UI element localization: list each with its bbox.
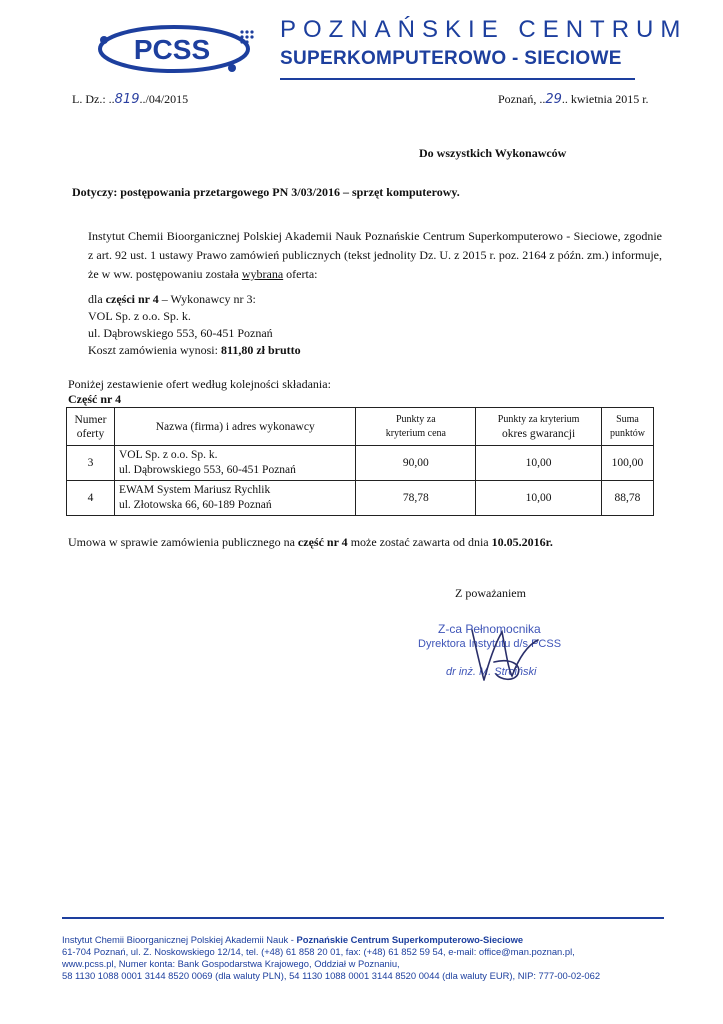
- sum-points: 100,00: [601, 446, 653, 481]
- price-points: 90,00: [356, 446, 476, 481]
- table-row: [67, 481, 654, 516]
- footer: Instytut Chemii Bioorganicznej Polskiej Akademii Nauk - Poznańskie Centrum Superkomputerowo-Sieciowe 61-704 Poznań, ul. Z. Noskowskiego 12/14, tel. (+48) 61 858 20 01, fax: (+48) 61 852 59 54, e-mail: office@man.poznan.pl, www.pcss.pl, Numer konta: Bank Gospodarstwa Krajowego, Oddział w Poznaniu, 58 1130 1088 0001 3144 8520 0069 (dla waluty PLN), 54 1130 1088 0001 3144 8520 0044 (dla waluty EUR), NIP: 777-00-02-062: [62, 934, 601, 981]
- table-header-row: [67, 408, 654, 446]
- part-label: Część nr 4: [68, 392, 122, 406]
- header-warranty-points: Punkty za kryterium okres gwarancji: [476, 408, 602, 446]
- header-price-points: Punkty za kryterium cena: [356, 408, 476, 446]
- table-intro: Poniżej zestawienie ofert według kolejności składania:: [68, 377, 331, 391]
- header-sum: Suma punktów: [601, 408, 653, 446]
- offer-number: 4: [67, 481, 115, 516]
- reference-handwritten: 819: [114, 92, 140, 107]
- intro-paragraph: Instytut Chemii Bioorganicznej Polskiej Akademii Nauk Poznańskie Centrum Superkomputerowo - Sieciowe, zgodnie z art. 92 ust. 1 ustawy Prawo zamówień publicznych (tekst jednolity Dz. U. z 2015 r. poz. 2164 z późn. zm.) informuje, że w ww. postępowaniu została wybrana oferta:: [88, 229, 662, 281]
- addressee: Do wszystkich Wykonawców: [419, 146, 567, 160]
- reference-number: L. Dz.: ..819../04/2015: [72, 92, 189, 107]
- contractor-name: EWAM System Mariusz Rychlik ul. Złotowska 66, 60-189 Poznań: [114, 481, 356, 516]
- org-name-line1: POZNAŃSKIE CENTRUM: [280, 16, 688, 43]
- handwritten-signature: [410, 618, 590, 688]
- closing-regards: Z poważaniem: [455, 586, 526, 600]
- stamp-position: Dyrektora Instytutu d/s PCSS: [418, 638, 562, 650]
- price-points: 78,78: [356, 481, 476, 516]
- stamp-signer: dr inż. M. Stroiński: [446, 666, 537, 678]
- contractor-name: VOL Sp. z o.o. Sp. k. ul. Dąbrowskiego 553, 60-451 Poznań: [114, 446, 356, 481]
- table-row: [67, 446, 654, 481]
- warranty-points: 10,00: [476, 481, 602, 516]
- warranty-points: 10,00: [476, 446, 602, 481]
- header-contractor: Nazwa (firma) i adres wykonawcy: [114, 408, 356, 446]
- pcss-logo: [92, 18, 262, 82]
- contract-statement: Umowa w sprawie zamówienia publicznego na część nr 4 może zostać zawarta od dnia 10.05.2016r.: [68, 535, 553, 549]
- stamp-title: Z-ca Pełnomocnika: [438, 622, 541, 636]
- footer-rule: [62, 917, 664, 919]
- offer-number: 3: [67, 446, 115, 481]
- org-name-line2: SUPERKOMPUTEROWO - SIECIOWE: [280, 48, 622, 69]
- signature-stamp: [410, 618, 590, 688]
- header-offer-number: Numer oferty: [67, 408, 115, 446]
- header-rule: [280, 78, 635, 80]
- date-handwritten: 29: [545, 92, 562, 107]
- sum-points: 88,78: [601, 481, 653, 516]
- winner-block: dla części nr 4 – Wykonawcy nr 3: VOL Sp. z o.o. Sp. k. ul. Dąbrowskiego 553, 60-451 Poznań Koszt zamówienia wynosi: 811,80 zł brutto: [88, 292, 301, 357]
- logo-text: PCSS: [133, 34, 211, 65]
- subject-line: Dotyczy: postępowania przetargowego PN 3/03/2016 – sprzęt komputerowy.: [72, 185, 460, 199]
- letter-date: Poznań, ..29.. kwietnia 2015 r.: [498, 92, 649, 107]
- offers-table: [66, 407, 654, 516]
